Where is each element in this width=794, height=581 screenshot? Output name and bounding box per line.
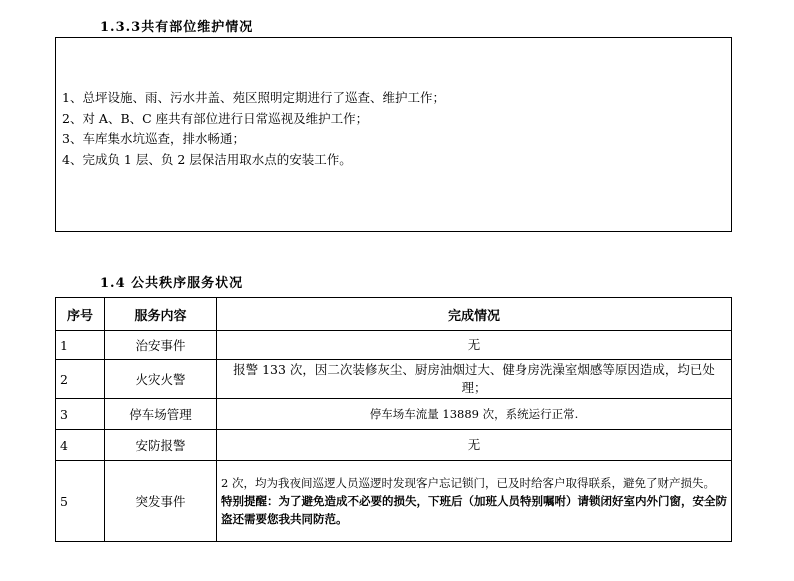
row-service: 火灾火警 [105,360,217,399]
row-service: 治安事件 [105,331,217,360]
row-result-text: 2 次，均为我夜间巡逻人员巡逻时发现客户忘记锁门，已及时给客户取得联系，避免了财产损失。 [221,476,715,490]
column-header-service: 服务内容 [105,298,217,331]
column-header-no: 序号 [56,298,105,331]
table-header-row [56,298,732,331]
row-no: 3 [56,399,105,430]
table-row [56,430,732,461]
maintenance-list [62,88,445,170]
special-reminder: 特别提醒：为了避免造成不必要的损失，下班后（加班人员特别嘱咐）请锁闭好室内外门窗，安全防盗还需要您我共同防范。 [221,494,727,526]
table-row [56,331,732,360]
row-service: 安防报警 [105,430,217,461]
row-no: 2 [56,360,105,399]
public-order-table [55,297,732,542]
row-result [217,461,732,542]
row-no: 5 [56,461,105,542]
row-result: 无 [217,430,732,461]
maintenance-item: 3、车库集水坑巡查，排水畅通； [62,131,245,146]
maintenance-item: 1、总坪设施、雨、污水井盖、苑区照明定期进行了巡查、维护工作； [62,90,445,105]
row-result: 无 [217,331,732,360]
table-row [56,399,732,430]
maintenance-box [55,37,732,232]
section-heading-maintenance: 1.3.3共有部位维护情况 [100,20,254,35]
row-no: 4 [56,430,105,461]
row-result: 停车场车流量 13889 次，系统运行正常. [217,399,732,430]
column-header-result: 完成情况 [217,298,732,331]
maintenance-item: 2、对 A、B、C 座共有部位进行日常巡视及维护工作； [62,110,369,126]
section-heading-public-order: 1.4 公共秩序服务状况 [100,276,244,291]
row-service: 突发事件 [105,461,217,542]
maintenance-item: 4、完成负 1 层、负 2 层保洁用取水点的安装工作。 [62,151,352,167]
table-row [56,360,732,399]
row-service: 停车场管理 [105,399,217,430]
row-result: 报警 133 次，因二次装修灰尘、厨房油烟过大、健身房洗澡室烟感等原因造成，均已处理； [217,360,732,399]
row-no: 1 [56,331,105,360]
table-row [56,461,732,542]
